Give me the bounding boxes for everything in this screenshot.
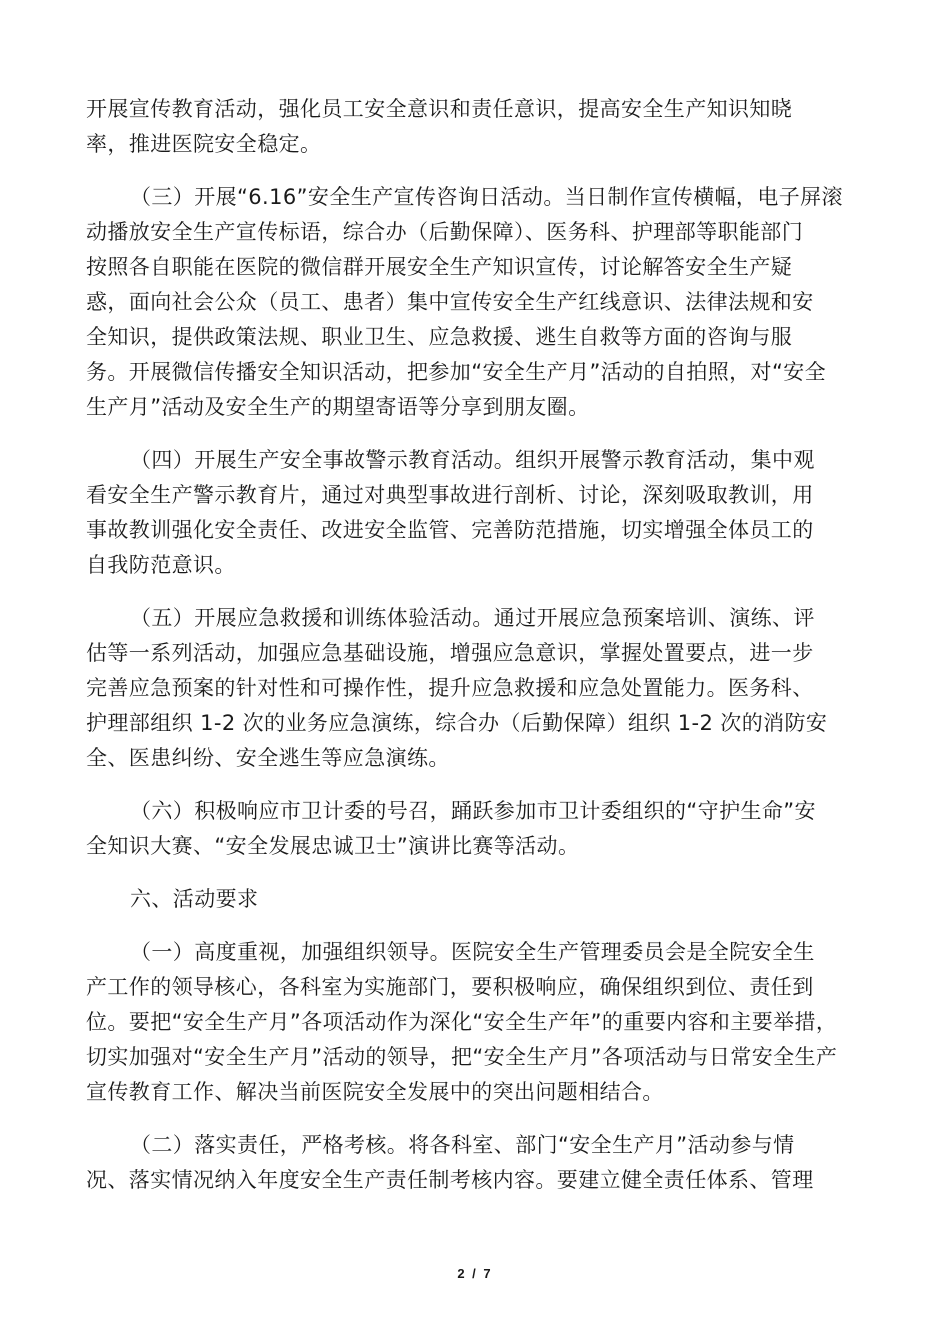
text-line: （四）开展生产安全事故警示教育活动。组织开展警示教育活动，集中观 (130, 448, 815, 472)
text-line: 全知识，提供政策法规、职业卫生、应急救援、逃生自救等方面的咨询与服 (86, 325, 793, 349)
text-line: （六）积极响应市卫计委的号召，踊跃参加市卫计委组织的“守护生命”安 (130, 799, 816, 823)
text-line: 自我防范意识。 (86, 553, 236, 577)
text-line: 宣传教育工作、解决当前医院安全发展中的突出问题相结合。 (86, 1080, 664, 1104)
text-line: 护理部组织 1-2 次的业务应急演练，综合办（后勤保障）组织 1-2 次的消防安 (86, 711, 828, 735)
text-line: （一）高度重视，加强组织领导。医院安全生产管理委员会是全院安全生 (130, 940, 815, 964)
page-number: 2 / 7 (457, 1266, 493, 1281)
paragraph-requirement-2 (86, 1128, 866, 1198)
paragraph-requirement-1 (86, 935, 866, 1110)
text-line: （二）落实责任，严格考核。将各科室、部门“安全生产月”活动参与情 (130, 1133, 795, 1157)
text-line: 事故教训强化安全责任、改进安全监管、完善防范措施，切实增强全体员工的 (86, 518, 814, 542)
document-body (86, 92, 866, 1198)
section-heading (86, 882, 866, 917)
text-line: 率，推进医院安全稳定。 (86, 132, 322, 156)
paragraph-item-5 (86, 601, 866, 776)
text-line: 惑，面向社会公众（员工、患者）集中宣传安全生产红线意识、法律法规和安 (86, 290, 814, 314)
text-line: （三）开展“6.16”安全生产宣传咨询日活动。当日制作宣传横幅，电子屏滚 (130, 185, 843, 209)
text-line: 完善应急预案的针对性和可操作性，提升应急救援和应急处置能力。医务科、 (86, 676, 814, 700)
text-line: 估等一系列活动，加强应急基础设施，增强应急意识，掌握处置要点，进一步 (86, 641, 814, 665)
text-line: 位。要把“安全生产月”各项活动作为深化“安全生产年”的重要内容和主要举措， (86, 1010, 838, 1034)
text-line: 开展宣传教育活动，强化员工安全意识和责任意识，提高安全生产知识知晓 (86, 97, 793, 121)
paragraph-item-4 (86, 443, 866, 583)
text-line: 全、医患纠纷、安全逃生等应急演练。 (86, 746, 450, 770)
text-line: 务。开展微信传播安全知识活动，把参加“安全生产月”活动的自拍照，对“安全 (86, 360, 827, 384)
paragraph-continuation (86, 92, 866, 162)
paragraph-item-6 (86, 794, 866, 864)
text-line: 看安全生产警示教育片，通过对典型事故进行剖析、讨论，深刻吸取教训，用 (86, 483, 814, 507)
text-line: 产工作的领导核心，各科室为实施部门，要积极响应，确保组织到位、责任到 (86, 975, 814, 999)
text-line: 生产月”活动及安全生产的期望寄语等分享到朋友圈。 (86, 395, 590, 419)
text-line: 况、落实情况纳入年度安全生产责任制考核内容。要建立健全责任体系、管理 (86, 1168, 814, 1192)
section-title: 六、活动要求 (130, 887, 259, 911)
text-line: （五）开展应急救援和训练体验活动。通过开展应急预案培训、演练、评 (130, 606, 815, 630)
text-line: 按照各自职能在医院的微信群开展安全生产知识宣传，讨论解答安全生产疑 (86, 255, 793, 279)
text-line: 全知识大赛、“安全发展忠诚卫士”演讲比赛等活动。 (86, 834, 580, 858)
text-line: 动播放安全生产宣传标语，综合办（后勤保障）、医务科、护理部等职能部门 (86, 220, 804, 244)
paragraph-item-3 (86, 180, 866, 425)
text-line: 切实加强对“安全生产月”活动的领导，把“安全生产月”各项活动与日常安全生产 (86, 1045, 838, 1069)
